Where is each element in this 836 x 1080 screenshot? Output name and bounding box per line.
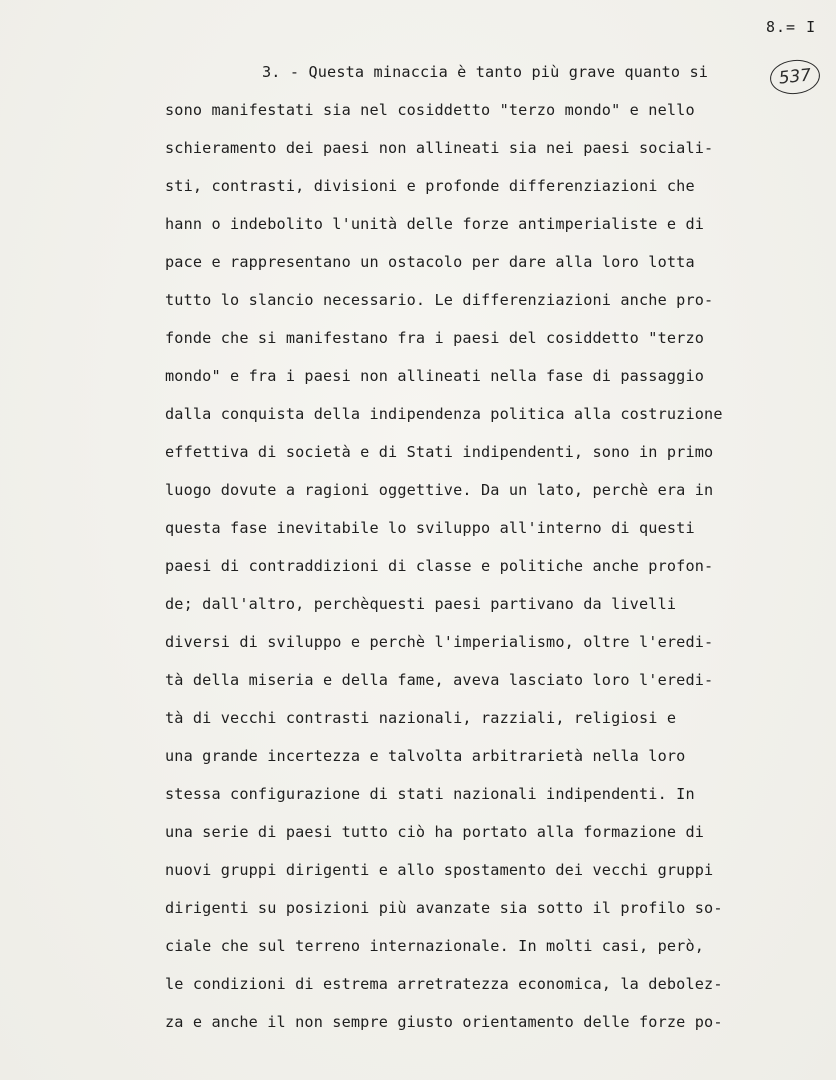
text-line: tà di vecchi contrasti nazionali, razziali, religiosi e (165, 709, 677, 727)
text-line: 3. - Questa minaccia è tanto più grave quanto si (262, 63, 709, 81)
text-line: questa fase inevitabile lo sviluppo all'interno di questi (165, 519, 695, 537)
text-line: dirigenti su posizioni più avanzate sia sotto il profilo so- (165, 899, 723, 917)
text-line: diversi di sviluppo e perchè l'imperialismo, oltre l'eredi- (165, 633, 714, 651)
page-number: 8.= I (766, 18, 817, 36)
text-line: paesi di contraddizioni di classe e politiche anche profon- (165, 557, 714, 575)
text-line: nuovi gruppi dirigenti e allo spostamento dei vecchi gruppi (165, 861, 714, 879)
text-line: tà della miseria e della fame, aveva lasciato loro l'eredi- (165, 671, 714, 689)
text-line: sono manifestati sia nel cosiddetto "terzo mondo" e nello (165, 101, 695, 119)
text-line: ciale che sul terreno internazionale. In molti casi, però, (165, 937, 705, 955)
text-line: pace e rappresentano un ostacolo per dare alla loro lotta (165, 253, 695, 271)
text-line: stessa configurazione di stati nazionali indipendenti. In (165, 785, 695, 803)
text-line: una serie di paesi tutto ciò ha portato alla formazione di (165, 823, 705, 841)
archive-number-stamp: 537 (768, 57, 821, 96)
text-line: le condizioni di estrema arretratezza economica, la debolez- (165, 975, 723, 993)
text-line: hann o indebolito l'unità delle forze antimperialiste e di (165, 215, 705, 233)
text-line: sti, contrasti, divisioni e profonde differenziazioni che (165, 177, 695, 195)
text-line: schieramento dei paesi non allineati sia nei paesi sociali- (165, 139, 714, 157)
text-line: mondo" e fra i paesi non allineati nella fase di passaggio (165, 367, 705, 385)
text-line: za e anche il non sempre giusto orientamento delle forze po- (165, 1013, 723, 1031)
text-line: fonde che si manifestano fra i paesi del cosiddetto "terzo (165, 329, 705, 347)
text-line: luogo dovute a ragioni oggettive. Da un lato, perchè era in (165, 481, 714, 499)
text-line: de; dall'altro, perchèquesti paesi partivano da livelli (165, 595, 677, 613)
text-line: una grande incertezza e talvolta arbitrarietà nella loro (165, 747, 686, 765)
text-line: tutto lo slancio necessario. Le differenziazioni anche pro- (165, 291, 714, 309)
text-line: effettiva di società e di Stati indipendenti, sono in primo (165, 443, 714, 461)
text-line: dalla conquista della indipendenza politica alla costruzione (165, 405, 723, 423)
